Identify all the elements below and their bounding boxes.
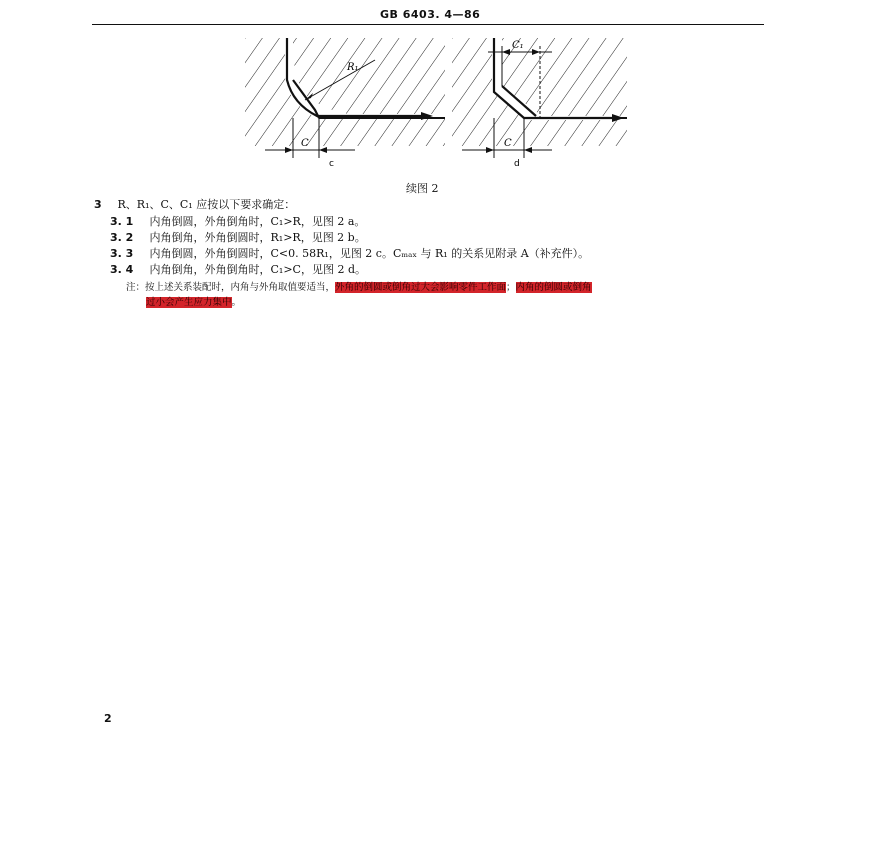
label-c: C bbox=[301, 138, 309, 149]
hatch-outer-region bbox=[293, 38, 445, 116]
item-text: 内角倒角，外角倒角时，C₁>C，见图 2 d。 bbox=[149, 263, 366, 276]
section-number: 3 bbox=[94, 198, 102, 211]
figure-2d bbox=[452, 38, 632, 173]
sub-figure-label-c: c bbox=[329, 159, 334, 169]
note-separator: ； bbox=[506, 282, 516, 293]
item-number: 3. 1 bbox=[110, 215, 134, 228]
label-r1: R₁ bbox=[347, 62, 359, 73]
highlight-outer-angle: 外角的倒圆或倒角过大会影响零件工作面 bbox=[335, 282, 507, 293]
page-number: 2 bbox=[104, 712, 112, 725]
label-c1: C₁ bbox=[512, 40, 524, 51]
note-end: 。 bbox=[231, 297, 242, 308]
item-number: 3. 2 bbox=[110, 231, 134, 244]
list-item bbox=[110, 213, 365, 229]
note-prefix: 注：按上述关系装配时，内角与外角取值要适当， bbox=[126, 282, 336, 293]
item-number: 3. 4 bbox=[110, 263, 134, 276]
label-c: C bbox=[504, 138, 512, 149]
list-item bbox=[110, 261, 366, 277]
item-text: 内角倒圆，外角倒角时，C₁>R，见图 2 a。 bbox=[149, 215, 366, 228]
figure-caption: 续图 2 bbox=[406, 182, 439, 195]
section-heading bbox=[94, 196, 295, 212]
sub-figure-label-d: d bbox=[514, 159, 520, 169]
note-line-2 bbox=[146, 294, 241, 308]
item-text: 内角倒圆，外角倒圆时，C<0. 58R₁，见图 2 c。Cₘₐₓ 与 R₁ 的关系见附录 A（补充件）。 bbox=[149, 247, 590, 260]
note-line-1 bbox=[126, 279, 592, 293]
figure-2c bbox=[245, 38, 445, 173]
item-text: 内角倒角，外角倒圆时，R₁>R，见图 2 b。 bbox=[149, 231, 366, 244]
list-item bbox=[110, 229, 366, 245]
header-rule bbox=[92, 24, 764, 25]
highlight-stress: 过小会产生应力集中 bbox=[146, 297, 232, 308]
item-number: 3. 3 bbox=[110, 247, 134, 260]
document-code-header: GB 6403. 4—86 bbox=[380, 8, 481, 21]
highlight-inner-angle: 内角的倒圆或倒角 bbox=[515, 282, 592, 293]
list-item bbox=[110, 245, 589, 261]
section-heading-text: R、R₁、C、C₁ 应按以下要求确定： bbox=[117, 198, 296, 211]
